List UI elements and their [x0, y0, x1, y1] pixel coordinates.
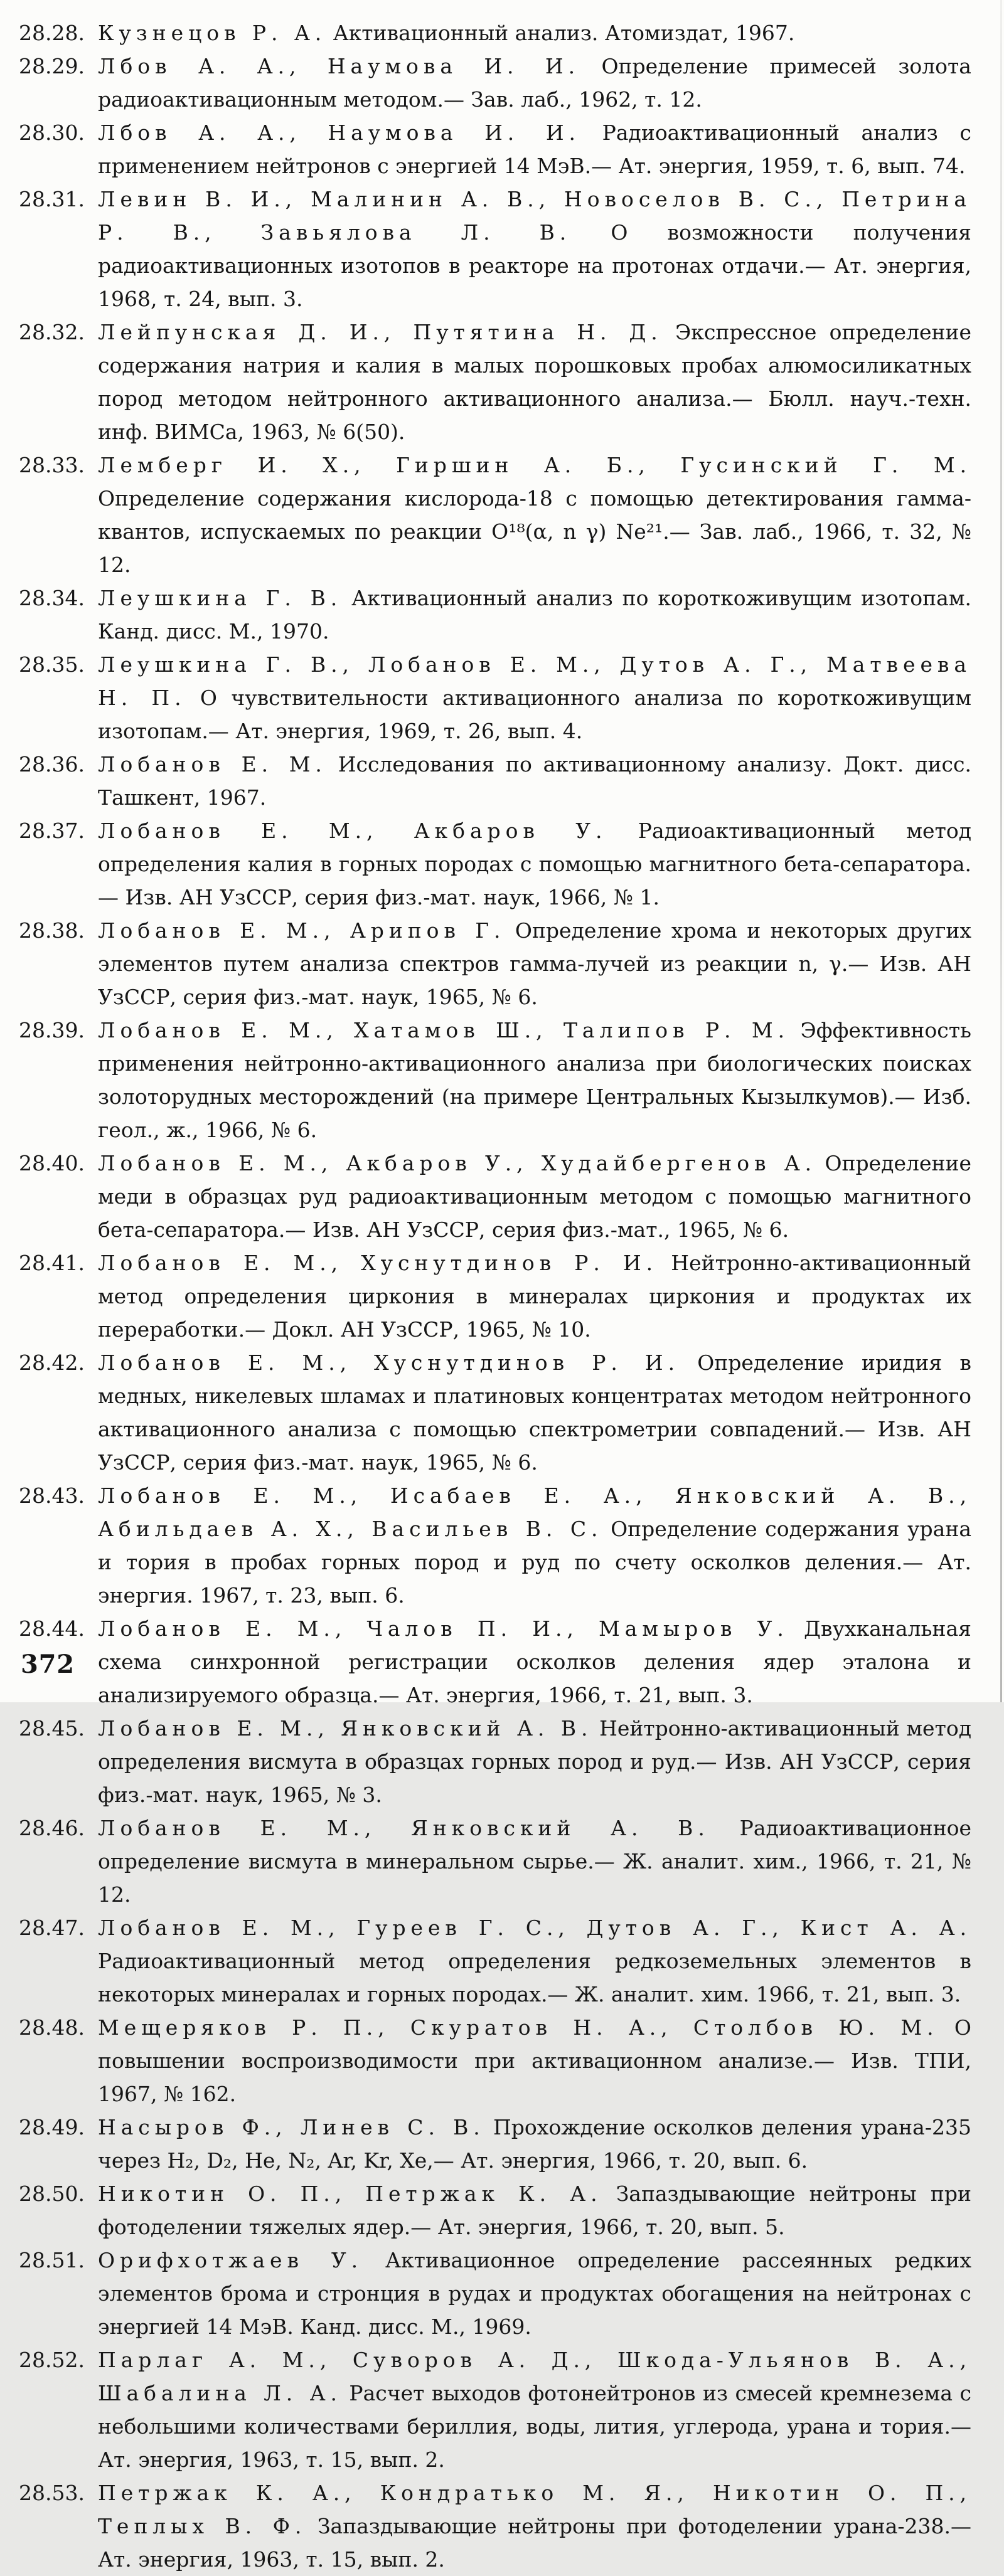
bibliography-entry: [19, 2011, 971, 2111]
entry-body: [98, 116, 971, 183]
entry-number: 28.31.: [19, 187, 85, 211]
entry-number: 28.38.: [19, 918, 85, 943]
entry-body: [98, 2476, 971, 2576]
bibliography-entry: [19, 1147, 971, 1246]
entry-reference: Запаздывающие нейтроны при фотоделении тяжелых ядер.— Ат. энергия, 1966, т. 20, вып. 5.: [98, 2181, 971, 2239]
entry-number: 28.47.: [19, 1916, 85, 1940]
entry-authors: Лбов А. А., Наумова И. И.: [98, 54, 580, 78]
entry-authors: Левин В. И., Малинин А. В., Новоселов В. С., Петрина Р. В., Завьялова Л. В.: [98, 187, 971, 245]
entry-reference: Определение иридия в медных, никелевых шламах и платиновых концентратах методом нейтронного активационного анализа с помощью спектрометрии совпадений.— Изв. АН УзССР, серия физ.-мат. наук, 1965, № 6.: [98, 1350, 971, 1475]
entry-body: [98, 448, 971, 581]
entry-authors: Орифхотжаев У.: [98, 2248, 363, 2272]
entry-body: [98, 16, 971, 50]
entry-authors: Леушкина Г. В., Лобанов Е. М., Дутов А. Г., Матвеева Н. П.: [98, 652, 971, 710]
entry-reference: Запаздывающие нейтроны при фотоделении урана-238.— Ат. энергия, 1963, т. 15, вып. 2.: [98, 2514, 971, 2572]
bibliography-entry: [19, 748, 971, 814]
entry-number: 28.44.: [19, 1616, 85, 1641]
bibliography-entry: [19, 2244, 971, 2343]
entry-reference: Радиоактивационный метод определения калия в горных породах с помощью магнитного бета-сепаратора.— Изв. АН УзССР, серия физ.-мат. наук, 1966, № 1.: [98, 819, 972, 909]
entry-body: [98, 1246, 971, 1346]
bibliography-entry: [19, 1911, 971, 2011]
entry-body: [98, 2343, 971, 2476]
entry-authors: Кузнецов Р. А.: [98, 21, 327, 45]
entry-number: 28.46.: [19, 1816, 85, 1840]
entry-authors: Лобанов Е. М., Янковский А. В.: [98, 1716, 593, 1741]
bibliography-entry: [19, 50, 971, 116]
entry-reference: Активационный анализ по короткоживущим изотопам. Канд. дисс. М., 1970.: [98, 586, 971, 644]
entry-authors: Лобанов Е. М., Исабаев Е. А., Янковский А. В., Абильдаев А. Х., Васильев В. С.: [98, 1483, 971, 1541]
entry-number: 28.42.: [19, 1350, 85, 1375]
entry-number: 28.50.: [19, 2181, 85, 2206]
bibliography-entry: [19, 2476, 971, 2576]
entry-authors: Петржак К. А., Кондратько М. Я., Никотин О. П., Теплых В. Ф.: [98, 2481, 971, 2538]
bibliography-entry: [19, 183, 971, 315]
entry-reference: Радиоактивационный метод определения редкоземельных элементов в некоторых минералах и горных породах.— Ж. аналит. хим. 1966, т. 21, вып. 3.: [98, 1949, 971, 2006]
bibliography-entry: [19, 648, 971, 748]
entry-number: 28.53.: [19, 2481, 85, 2505]
bibliography-entry: [19, 814, 971, 914]
entry-authors: Насыров Ф., Линев С. В.: [98, 2115, 485, 2139]
entry-number: 28.49.: [19, 2115, 85, 2139]
bibliography-entry: [19, 1712, 971, 1811]
entry-authors: Никотин О. П., Петржак К. А.: [98, 2181, 602, 2206]
entry-body: [98, 315, 971, 448]
entry-reference: Двухканальная схема синхронной регистрации осколков деления ядер эталона и анализируемого образца.— Ат. энергия, 1966, т. 21, вып. 3.: [98, 1616, 971, 1707]
entry-authors: Лобанов Е. М., Хатамов Ш., Талипов Р. М.: [98, 1018, 790, 1042]
entry-reference: Активационный анализ. Атомиздат, 1967.: [333, 21, 795, 45]
entry-number: 28.34.: [19, 586, 85, 610]
entry-number: 28.43.: [19, 1483, 85, 1508]
entry-number: 28.36.: [19, 752, 85, 777]
entry-reference: Активационное определение рассеянных редких элементов брома и стронция в рудах и продуктах обогащения на нейтронах с энергией 14 МэВ. Канд. дисс. М., 1969.: [98, 2248, 971, 2339]
entry-body: [98, 50, 971, 116]
entry-authors: Лобанов Е. М., Чалов П. И., Мамыров У.: [98, 1616, 789, 1641]
entry-reference: Радиоактивационный анализ с применением нейтронов с энергией 14 МэВ.— Ат. энергия, 1959, т. 6, вып. 74.: [98, 120, 971, 178]
entry-body: [98, 2111, 971, 2177]
bibliography-entry: [19, 1479, 971, 1612]
entry-number: 28.29.: [19, 54, 85, 78]
entry-number: 28.39.: [19, 1018, 85, 1042]
entry-number: 28.41.: [19, 1251, 85, 1275]
entry-body: [98, 2244, 971, 2343]
entry-body: [98, 1911, 971, 2011]
bibliography-entry: [19, 16, 971, 50]
entry-body: [98, 183, 971, 315]
entry-reference: Экспрессное определение содержания натрия и калия в малых порошковых пробах алюмосиликатных пород методом нейтронного активационного анализа.— Бюлл. науч.-техн. инф. ВИМСа, 1963, № 6(50).: [98, 320, 971, 444]
entry-body: [98, 2011, 971, 2111]
entry-body: [98, 914, 971, 1014]
bibliography-entry: [19, 116, 971, 183]
bibliography-entry: [19, 1014, 971, 1147]
entry-body: [98, 748, 971, 814]
entry-body: [98, 1014, 971, 1147]
entry-body: [98, 1346, 971, 1479]
entry-reference: Нейтронно-активационный метод определения циркония в минералах циркония и продуктах их переработки.— Докл. АН УзССР, 1965, № 10.: [98, 1251, 971, 1342]
bibliography-entry: [19, 581, 971, 648]
entry-authors: Лобанов Е. М., Янковский А. В.: [98, 1816, 710, 1840]
entry-authors: Лбов А. А., Наумова И. И.: [98, 120, 580, 145]
bibliography-entry: [19, 448, 971, 581]
bibliography-entry: [19, 1246, 971, 1346]
bibliography-entry: [19, 914, 971, 1014]
entry-authors: Лемберг И. Х., Гиршин А. Б., Гусинский Г. М.: [98, 453, 971, 477]
bibliography-entry: [19, 1811, 971, 1911]
entry-body: [98, 814, 971, 914]
entry-reference: О чувствительности активационного анализа по короткоживущим изотопам.— Ат. энергия, 1969, т. 26, вып. 4.: [98, 686, 971, 743]
entry-authors: Леушкина Г. В.: [98, 586, 343, 610]
entry-number: 28.32.: [19, 320, 85, 344]
entry-number: 28.52.: [19, 2348, 85, 2372]
entry-number: 28.37.: [19, 819, 85, 843]
entry-authors: Лобанов Е. М., Хуснутдинов Р. И.: [98, 1251, 658, 1275]
entry-reference: Исследования по активационному анализу. Докт. дисс. Ташкент, 1967.: [98, 752, 971, 810]
entry-reference: Определение содержания урана и тория в пробах горных пород и руд по счету осколков деления.— Ат. энергия. 1967, т. 23, вып. 6.: [98, 1517, 971, 1608]
entry-number: 28.28.: [19, 21, 85, 45]
entry-number: 28.35.: [19, 652, 85, 677]
entry-reference: Радиоактивационное определение висмута в минеральном сырье.— Ж. аналит. хим., 1966, т. 21, № 12.: [98, 1816, 971, 1907]
entry-authors: Лейпунская Д. И., Путятина Н. Д.: [98, 320, 663, 344]
entry-body: [98, 581, 971, 648]
bibliography-entry: [19, 2111, 971, 2177]
entry-reference: Определение меди в образцах руд радиоактивационным методом с помощью магнитного бета-сепаратора.— Изв. АН УзССР, серия физ.-мат., 1965, № 6.: [98, 1151, 972, 1242]
entry-reference: Определение хрома и некоторых других элементов путем анализа спектров гамма-лучей из реакции n, γ.— Изв. АН УзССР, серия физ.-мат. наук, 1965, № 6.: [98, 918, 971, 1009]
entry-number: 28.30.: [19, 120, 85, 145]
entry-authors: Лобанов Е. М., Акбаров У.: [98, 819, 607, 843]
entry-reference: О возможности получения радиоактивационных изотопов в реакторе на протонах отдачи.— Ат. энергия, 1968, т. 24, вып. 3.: [98, 220, 971, 311]
entry-authors: Лобанов Е. М., Хуснутдинов Р. И.: [98, 1350, 680, 1375]
entry-number: 28.48.: [19, 2015, 85, 2040]
entry-number: 28.51.: [19, 2248, 85, 2272]
entry-reference: Расчет выходов фотонейтронов из смесей кремнезема с небольшими количествами бериллия, воды, лития, углерода, урана и тория.— Ат. энергия, 1963, т. 15, вып. 2.: [98, 2381, 971, 2472]
entry-reference: Эффективность применения нейтронно-активационного анализа при биологических поисках золоторудных месторождений (на примере Центральных Кызылкумов).— Изб. геол., ж., 1966, № 6.: [98, 1018, 971, 1142]
entry-body: [98, 1712, 971, 1811]
bibliography-entry: [19, 2343, 971, 2476]
entry-body: [98, 1811, 971, 1911]
entry-authors: Мещеряков Р. П., Скуратов Н. А., Столбов Ю. М.: [98, 2015, 939, 2040]
bibliography-entry: [19, 2177, 971, 2244]
entry-body: [98, 1147, 971, 1246]
entry-authors: Парлаг А. М., Суворов А. Д., Шкода-Ульянов В. А., Шабалина Л. А.: [98, 2348, 971, 2405]
entry-body: [98, 648, 971, 748]
entry-reference: О повышении воспроизводимости при активационном анализе.— Изв. ТПИ, 1967, № 162.: [98, 2015, 971, 2106]
entry-number: 28.33.: [19, 453, 85, 477]
entry-reference: Определение содержания кислорода-18 с помощью детектирования гамма-квантов, испускаемых по реакции O¹⁸(α, n γ) Ne²¹.— Зав. лаб., 1966, т. 32, № 12.: [98, 486, 971, 577]
bibliography-entry: [19, 1346, 971, 1479]
page-number: 372: [21, 1650, 75, 1679]
entry-reference: Прохождение осколков деления урана-235 через H₂, D₂, He, N₂, Ar, Kr, Xe,— Ат. энергия, 1966, т. 20, вып. 6.: [98, 2115, 971, 2173]
entry-body: [98, 2177, 971, 2244]
entry-reference: Определение примесей золота радиоактивационным методом.— Зав. лаб., 1962, т. 12.: [98, 54, 971, 112]
entry-authors: Лобанов Е. М., Арипов Г.: [98, 918, 506, 943]
entry-number: 28.45.: [19, 1716, 85, 1741]
entry-number: 28.40.: [19, 1151, 85, 1175]
entry-body: [98, 1479, 971, 1612]
entry-authors: Лобанов Е. М.: [98, 752, 327, 777]
bibliography-list: [19, 16, 971, 2576]
entry-body: [98, 1612, 971, 1712]
bibliography-entry: [19, 315, 971, 448]
entry-reference: Нейтронно-активационный метод определения висмута в образцах горных пород и руд.— Изв. АН УзССР, серия физ.-мат. наук, 1965, № 3.: [98, 1716, 972, 1807]
entry-authors: Лобанов Е. М., Акбаров У., Худайбергенов А.: [98, 1151, 817, 1175]
entry-authors: Лобанов Е. М., Гуреев Г. С., Дутов А. Г., Кист А. А.: [98, 1916, 971, 1940]
bibliography-entry: [19, 1612, 971, 1712]
